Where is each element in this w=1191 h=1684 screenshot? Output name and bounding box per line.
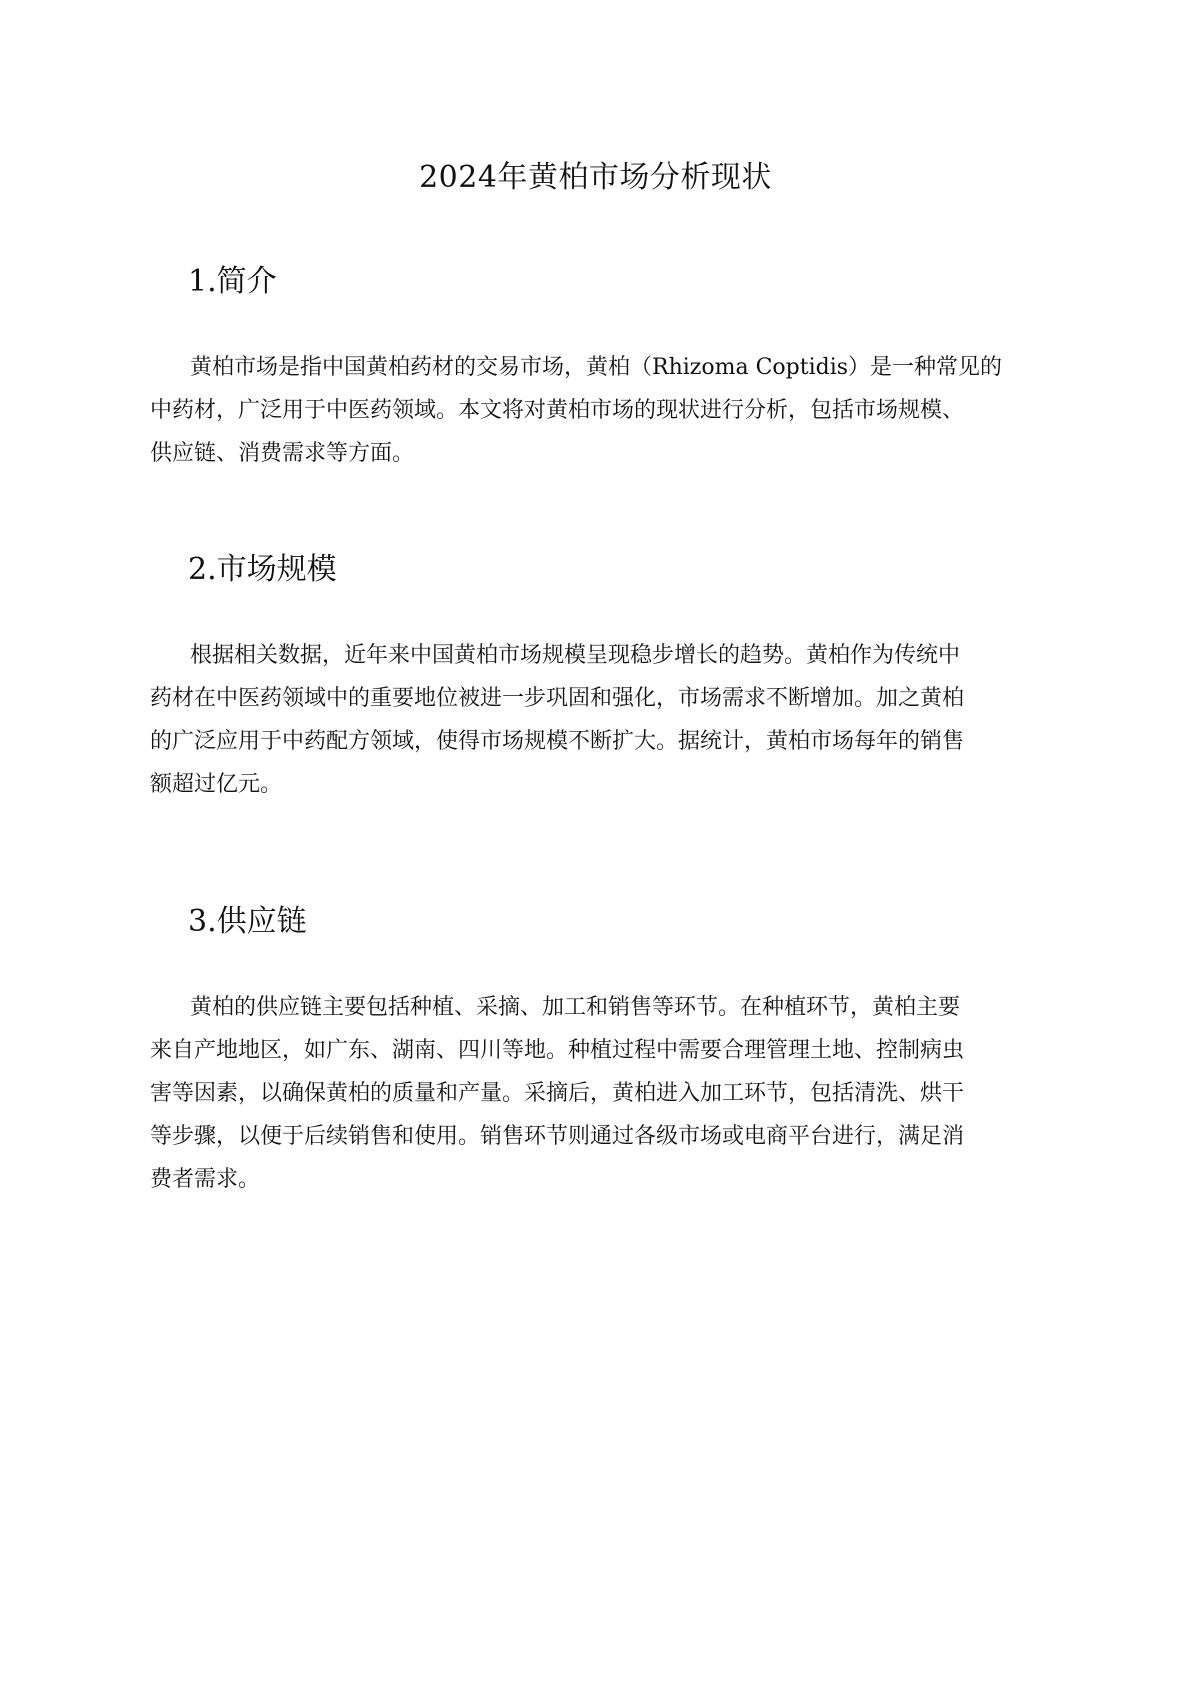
paragraph-line: 药材在中医药领域中的重要地位被进一步巩固和强化，市场需求不断增加。加之黄柏 [150, 686, 965, 711]
section-body-market-size [150, 634, 1040, 806]
section-heading-market-size: 2.市场规模 [188, 552, 337, 587]
section-heading-intro: 1.简介 [188, 264, 277, 299]
paragraph-line: 的广泛应用于中药配方领域，使得市场规模不断扩大。据统计，黄柏市场每年的销售 [150, 729, 965, 754]
paragraph-line: 额超过亿元。 [150, 772, 283, 797]
section-body-intro [150, 346, 1040, 475]
paragraph-line: 供应链、消费需求等方面。 [150, 441, 415, 466]
paragraph-line: 等步骤，以便于后续销售和使用。销售环节则通过各级市场或电商平台进行，满足消 [150, 1124, 965, 1149]
paragraph-line: 黄柏市场是指中国黄柏药材的交易市场，黄柏（Rhizoma Coptidis）是一种常见的 [190, 355, 1003, 380]
section-body-supply-chain [150, 986, 1040, 1201]
paragraph-line: 根据相关数据，近年来中国黄柏市场规模呈现稳步增长的趋势。黄柏作为传统中 [190, 643, 961, 668]
paragraph-line: 来自产地地区，如广东、湖南、四川等地。种植过程中需要合理管理土地、控制病虫 [150, 1038, 965, 1063]
paragraph-line: 害等因素，以确保黄柏的质量和产量。采摘后，黄柏进入加工环节，包括清洗、烘干 [150, 1081, 965, 1106]
paragraph-line: 黄柏的供应链主要包括种植、采摘、加工和销售等环节。在种植环节，黄柏主要 [190, 995, 961, 1020]
page-title: 2024年黄柏市场分析现状 [419, 160, 772, 195]
paragraph-line: 中药材，广泛用于中医药领域。本文将对黄柏市场的现状进行分析，包括市场规模、 [150, 398, 965, 423]
section-heading-supply-chain: 3.供应链 [188, 904, 307, 939]
paragraph-line: 费者需求。 [150, 1167, 261, 1192]
